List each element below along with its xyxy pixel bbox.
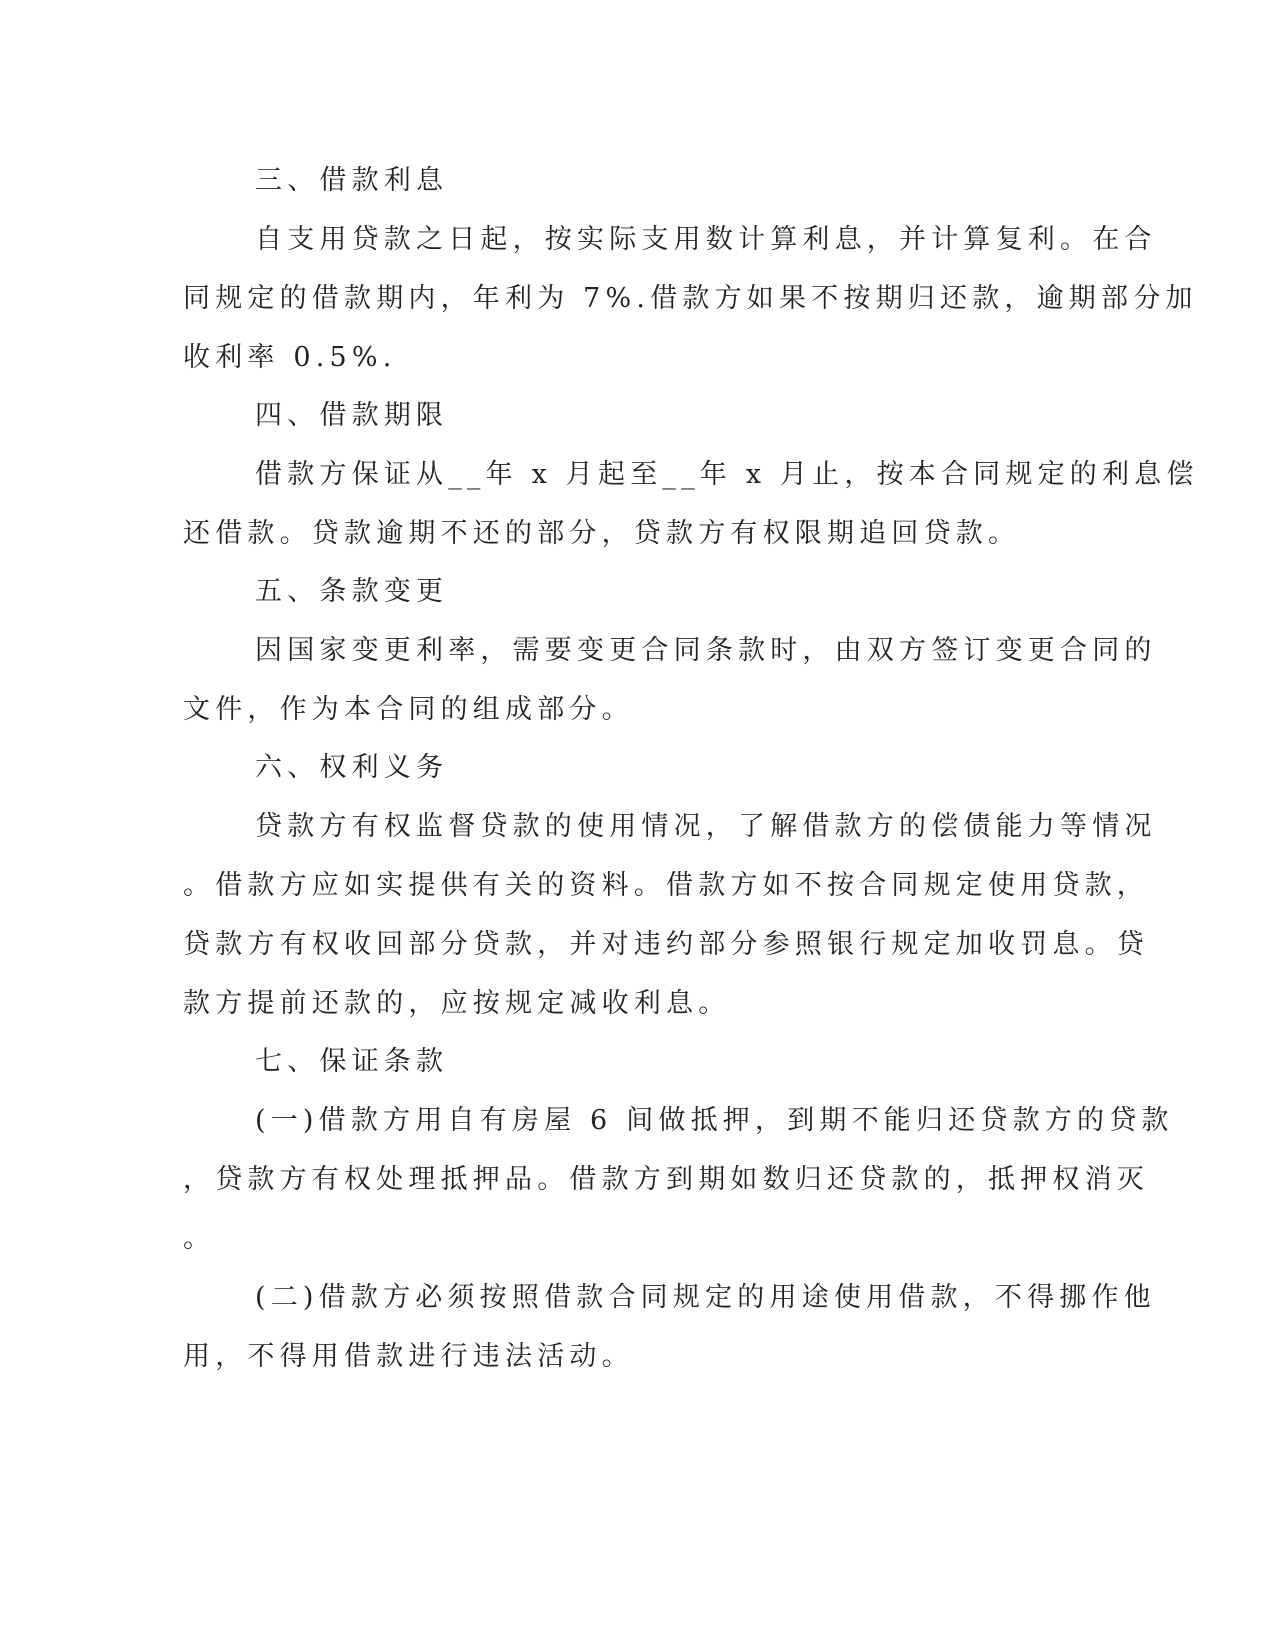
paragraph-line: 款方提前还款的，应按规定减收利息。 (183, 988, 731, 1019)
paragraph-line: 用，不得用借款进行违法活动。 (183, 1341, 634, 1372)
section-heading-guarantee: 七、保证条款 (255, 1046, 449, 1077)
paragraph-line: 贷款方有权监督贷款的使用情况，了解借款方的偿债能力等情况 (255, 811, 1157, 842)
section-heading-interest: 三、借款利息 (255, 165, 449, 196)
paragraph-line: 。 (183, 1223, 216, 1254)
paragraph-line: 收利率 0.5%. (183, 342, 397, 373)
paragraph-line: 自支用贷款之日起，按实际支用数计算利息，并计算复利。在合 (255, 224, 1157, 255)
paragraph-line: 还借款。贷款逾期不还的部分，贷款方有权限期追回贷款。 (183, 518, 1021, 549)
paragraph-line: 因国家变更利率，需要变更合同条款时，由双方签订变更合同的 (255, 635, 1157, 666)
paragraph-line: (一)借款方用自有房屋 6 间做抵押，到期不能归还贷款方的贷款 (255, 1105, 1174, 1136)
paragraph-line: 贷款方有权收回部分贷款，并对违约部分参照银行规定加收罚息。贷 (183, 929, 1149, 960)
paragraph-line: 。借款方应如实提供有关的资料。借款方如不按合同规定使用贷款， (183, 870, 1149, 901)
paragraph-line: (二)借款方必须按照借款合同规定的用途使用借款，不得挪作他 (255, 1282, 1156, 1313)
section-heading-term: 四、借款期限 (255, 400, 449, 431)
section-heading-change: 五、条款变更 (255, 576, 449, 607)
paragraph-line: 借款方保证从__年 x 月起至__年 x 月止，按本合同规定的利息偿 (255, 459, 1199, 490)
paragraph-line: ，贷款方有权处理抵押品。借款方到期如数归还贷款的，抵押权消灭 (183, 1164, 1149, 1195)
section-heading-rights: 六、权利义务 (255, 752, 449, 783)
paragraph-line: 文件，作为本合同的组成部分。 (183, 694, 634, 725)
paragraph-line: 同规定的借款期内，年利为 7%.借款方如果不按期归还款，逾期部分加 (183, 283, 1198, 314)
